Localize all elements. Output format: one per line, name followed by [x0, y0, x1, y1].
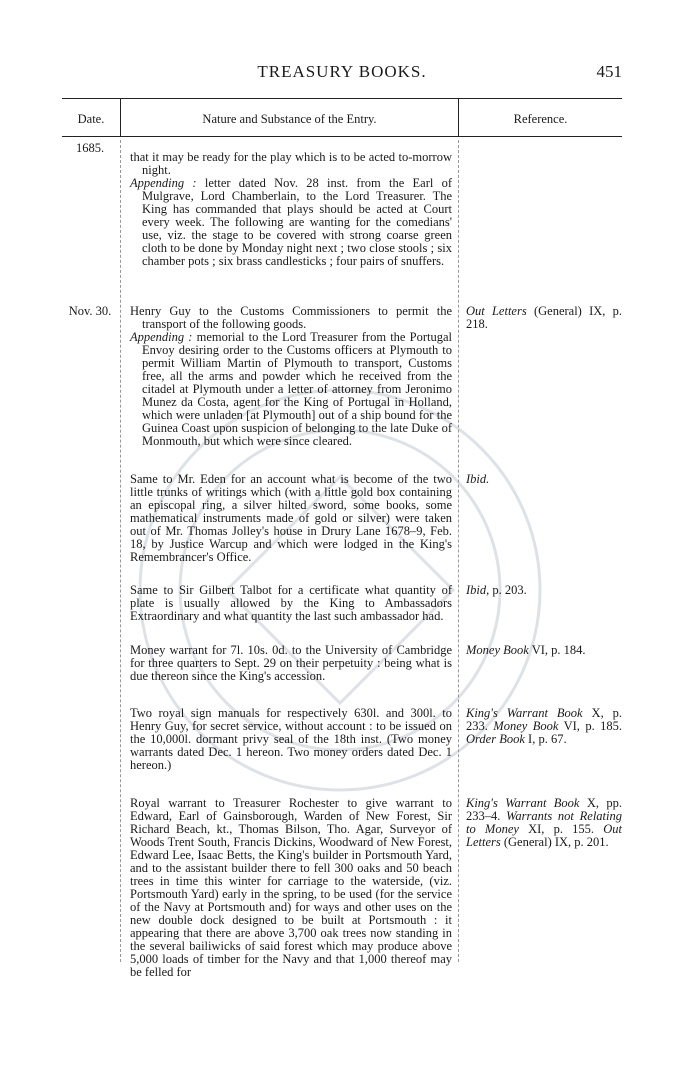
reference-part: King's Warrant Book	[466, 706, 583, 720]
reference-part: XI, p. 155.	[518, 822, 604, 836]
year-label: 1685.	[75, 141, 105, 155]
column-head-reference: Reference.	[513, 112, 568, 126]
reference-part: Out Letters	[466, 822, 622, 849]
entry-4	[130, 584, 452, 623]
entry-3-reference: Ibid.	[466, 472, 490, 486]
reference-part: Warrants not Relating to Money	[466, 809, 622, 836]
reference-part: X, p. 233.	[466, 706, 622, 733]
column-divider-date	[120, 140, 121, 962]
entry-6	[130, 707, 452, 772]
entry-3	[130, 473, 452, 564]
entry-1-text: that it may be ready for the play which is to be acted to-morrow night.	[130, 150, 452, 177]
page-number: 451	[596, 62, 622, 81]
entry-1-appending: Appending : letter dated Nov. 28 inst. from the Earl of Mulgrave, Lord Chamberlain, to the Lord Treasurer. The King has commanded that plays should be acted at Court every week. The following are wanting for the comedians' use, viz. the stage to be covered with strong coarse green cloth to be done by Monday night next ; two close stools ; six chamber pots ; six brass candlesticks ; four pairs of snuffers.	[130, 176, 453, 268]
entry-5	[130, 644, 452, 683]
table-top-rule	[62, 98, 622, 99]
reference-part: I, p. 67.	[524, 732, 567, 746]
reference-part: X, pp. 233–4.	[466, 796, 622, 823]
entry-1	[130, 151, 452, 268]
entry-2	[130, 305, 452, 448]
table-head-rule	[62, 136, 622, 137]
page-header	[62, 62, 622, 86]
entry-2-appending: Appending : memorial to the Lord Treasurer from the Portugal Envoy desiring order to the Customs officers at Plymouth to permit William Martin of Plymouth to transport, Customs free, all the arms and powder which he received from the citadel at Plymouth under a letter of attorney from Jeronimo Munez da Costa, agent for the King of Portugal in Holland, which were unladen [at Plymouth] out of a ship bound for the Guinea Coast upon suspicion of belonging to the late Duke of Monmouth, but which were since cleared.	[130, 330, 452, 448]
reference-part: (General) IX, p. 201.	[500, 835, 609, 849]
entry-5-reference: Money Book VI, p. 184.	[466, 643, 586, 657]
column-divider-ref	[458, 140, 459, 962]
reference-part: King's Warrant Book	[466, 796, 580, 810]
entry-7-text: Royal warrant to Treasurer Rochester to give warrant to Edward, Earl of Gainsborough, Warden of New Forest, Sir Richard Beach, kt., Thomas Bilson, Tho. Agar, Surveyor of Woods Trent South, Francis Dickins, Woodward of New Forest, Edward Lee, Isaac Betts, the King's builder in Portsmouth Yard, and to the assistant builder there to fell 300 oaks and 50 beach trees in time this winter for carriage to the waterside, (viz. Portsmouth Yard) early in the spring, to be used (for the service of the Navy at Portsmouth and) for ways and other uses on the new double dock designed to be built at Portsmouth : it appearing that there are above 3,700 oak trees now standing in the several bailiwicks of said forest which may produce above 5,000 loads of timber for the Navy and that 1,000 thereof may be felled for	[130, 796, 452, 979]
reference-part: Order Book	[466, 732, 525, 746]
entry-4-text: Same to Sir Gilbert Talbot for a certificate what quantity of plate is usually allowed by the King to Ambassadors Extraordinary and what quantity the last such ambassador had.	[130, 583, 452, 623]
entry-7-reference	[466, 797, 622, 849]
entry-2-text: Henry Guy to the Customs Commissioners to permit the transport of the following goods.	[130, 304, 452, 331]
reference-part: Money Book	[493, 719, 559, 733]
entry-4-reference: Ibid, p. 203.	[466, 583, 527, 597]
entry-7	[130, 797, 452, 979]
reference-part: VI, p. 185.	[558, 719, 622, 733]
entry-6-reference	[466, 707, 622, 746]
column-head-nature: Nature and Substance of the Entry.	[202, 112, 377, 126]
running-title: TREASURY BOOKS.	[257, 62, 427, 81]
entry-6-text: Two royal sign manuals for respectively 630l. and 300l. to Henry Guy, for secret service, without account : to be issued on the 10,000l. dormant privy seal of the 18th inst. (Two money warrants dated Dec. 1 hereon. Two money orders dated Dec. 1 hereon.)	[130, 706, 452, 772]
entry-2-reference: Out Letters (General) IX, p. 218.	[466, 304, 622, 331]
entry-3-text: Same to Mr. Eden for an account what is become of the two little trunks of writings which (with a little gold box containing an episcopal ring, a silver hilted sword, some books, some mathematical instruments made of gold or silver) were taken out of Mr. Thomas Jolley's house in Drury Lane 1678–9, Feb. 18, by Justice Warcup and which were lodged in the King's Remembrancer's Office.	[130, 472, 452, 564]
entry-5-text: Money warrant for 7l. 10s. 0d. to the University of Cambridge for three quarters to Sept. 29 on their perpetuity : being what is due thereon since the King's accession.	[130, 643, 452, 683]
column-head-date: Date.	[77, 112, 105, 126]
entry-2-date: Nov. 30.	[68, 304, 112, 318]
